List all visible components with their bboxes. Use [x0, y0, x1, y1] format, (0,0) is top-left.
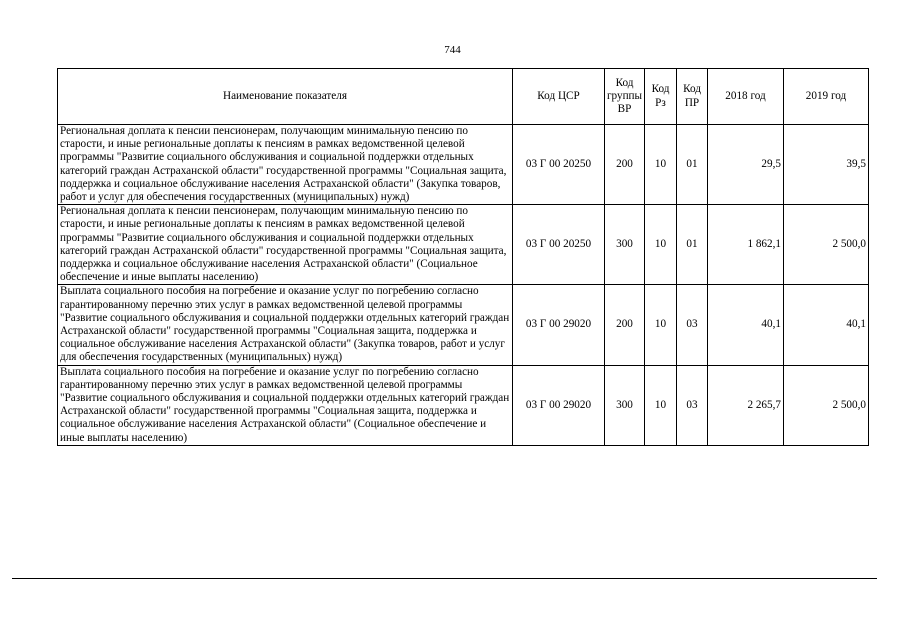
- row-csr-cell: 03 Г 00 20250: [513, 125, 605, 205]
- column-header-2019: 2019 год: [784, 69, 869, 125]
- row-2019-cell: 2 500,0: [784, 365, 869, 445]
- table-row: [58, 365, 869, 445]
- row-csr-cell: 03 Г 00 29020: [513, 365, 605, 445]
- column-header-name: Наименование показателя: [58, 69, 513, 125]
- row-2019-cell: 2 500,0: [784, 205, 869, 285]
- row-vr-cell: 200: [605, 125, 645, 205]
- row-2019-cell: 39,5: [784, 125, 869, 205]
- row-name-cell: Региональная доплата к пенсии пенсионерам, получающим минимальную пенсию по старости, и иные региональные доплаты к пенсиям в рамках ведомственной целевой программы "Развитие социального обслуживания и социальной поддержки отдельных категорий граждан Астраханской области" государственной программы "Социальная защита, поддержка и социальное обслуживание населения Астраханской области" (Социальное обеспечение и иные выплаты населению): [58, 205, 513, 285]
- row-name-cell: Региональная доплата к пенсии пенсионерам, получающим минимальную пенсию по старости, и иные региональные доплаты к пенсиям в рамках ведомственной целевой программы "Развитие социального обслуживания и социальной поддержки отдельных категорий граждан Астраханской области" государственной программы "Социальная защита, поддержка и социальное обслуживание населения Астраханской области" (Закупка товаров, работ и услуг для обеспечения государственных (муниципальных) нужд): [58, 125, 513, 205]
- table-row: [58, 285, 869, 365]
- row-pr-cell: 01: [677, 205, 708, 285]
- row-rz-cell: 10: [645, 365, 677, 445]
- row-2018-cell: 1 862,1: [708, 205, 784, 285]
- row-rz-cell: 10: [645, 285, 677, 365]
- row-csr-cell: 03 Г 00 20250: [513, 205, 605, 285]
- row-pr-cell: 03: [677, 365, 708, 445]
- table-row: [58, 205, 869, 285]
- row-name-cell: Выплата социального пособия на погребение и оказание услуг по погребению согласно гарантированному перечню этих услуг в рамках ведомственной целевой программы "Развитие социального обслуживания и социальной поддержки отдельных категорий граждан Астраханской области" государственной программы "Социальная защита, поддержка и социальное обслуживание населения Астраханской области" (Закупка товаров, работ и услуг для обеспечения государственных (муниципальных) нужд): [58, 285, 513, 365]
- row-vr-cell: 200: [605, 285, 645, 365]
- budget-table: [57, 68, 869, 446]
- column-header-vr: Код группы ВР: [605, 69, 645, 125]
- row-rz-cell: 10: [645, 125, 677, 205]
- row-2018-cell: 40,1: [708, 285, 784, 365]
- row-name-cell: Выплата социального пособия на погребение и оказание услуг по погребению согласно гарантированному перечню этих услуг в рамках ведомственной целевой программы "Развитие социального обслуживания и социальной поддержки отдельных категорий граждан Астраханской области" государственной программы "Социальная защита, поддержка и социальное обслуживание населения Астраханской области" (Социальное обеспечение и иные выплаты населению): [58, 365, 513, 445]
- table-row: [58, 125, 869, 205]
- row-2019-cell: 40,1: [784, 285, 869, 365]
- column-header-rz: Код Рз: [645, 69, 677, 125]
- row-vr-cell: 300: [605, 365, 645, 445]
- row-pr-cell: 01: [677, 125, 708, 205]
- row-2018-cell: 29,5: [708, 125, 784, 205]
- page-number: 744: [444, 44, 461, 56]
- column-header-csr: Код ЦСР: [513, 69, 605, 125]
- row-csr-cell: 03 Г 00 29020: [513, 285, 605, 365]
- row-vr-cell: 300: [605, 205, 645, 285]
- column-header-pr: Код ПР: [677, 69, 708, 125]
- row-2018-cell: 2 265,7: [708, 365, 784, 445]
- bottom-divider: [12, 578, 877, 579]
- table-header-row: [58, 69, 869, 125]
- column-header-2018: 2018 год: [708, 69, 784, 125]
- row-rz-cell: 10: [645, 205, 677, 285]
- row-pr-cell: 03: [677, 285, 708, 365]
